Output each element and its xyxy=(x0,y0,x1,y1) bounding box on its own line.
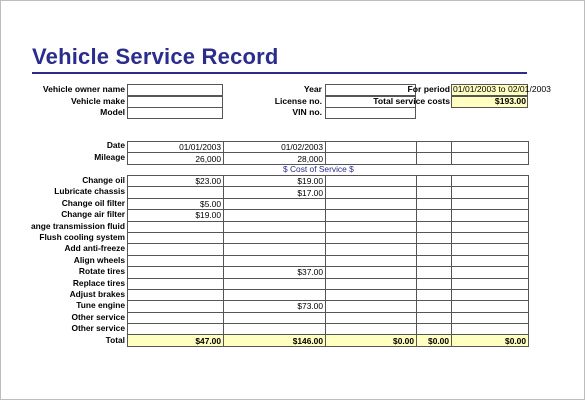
cost-cell[interactable] xyxy=(452,244,529,255)
cost-cell[interactable] xyxy=(128,278,224,289)
service-row xyxy=(128,278,529,289)
date-cell[interactable]: 01/01/2003 xyxy=(128,142,224,153)
license-label: License no. xyxy=(274,96,322,106)
service-row xyxy=(128,289,529,300)
mileage-label: Mileage xyxy=(94,152,125,162)
cost-cell[interactable]: $17.00 xyxy=(224,187,326,198)
cost-cell[interactable] xyxy=(452,198,529,209)
cost-cell[interactable] xyxy=(326,210,417,221)
cost-cell[interactable] xyxy=(452,278,529,289)
vin-field[interactable] xyxy=(325,107,416,119)
cost-cell[interactable] xyxy=(326,244,417,255)
cost-cell[interactable] xyxy=(224,232,326,243)
cost-cell[interactable] xyxy=(224,221,326,232)
cost-cell[interactable]: $19.00 xyxy=(224,176,326,187)
service-label: Align wheels xyxy=(73,254,125,265)
cost-cell[interactable] xyxy=(452,187,529,198)
cost-cell[interactable] xyxy=(128,255,224,266)
date-row xyxy=(128,142,529,153)
service-row xyxy=(128,210,529,221)
cost-cell[interactable] xyxy=(326,301,417,312)
cost-cell[interactable] xyxy=(417,198,452,209)
cost-cell[interactable] xyxy=(417,312,452,323)
service-row xyxy=(128,244,529,255)
cost-cell[interactable] xyxy=(417,301,452,312)
total-cost-label: Total service costs xyxy=(373,96,450,106)
service-row xyxy=(128,198,529,209)
cost-cell[interactable] xyxy=(417,232,452,243)
cost-cell[interactable] xyxy=(326,312,417,323)
cost-cell[interactable] xyxy=(452,267,529,278)
cost-cell[interactable] xyxy=(417,176,452,187)
owner-field[interactable] xyxy=(127,84,223,96)
cost-cell[interactable] xyxy=(452,210,529,221)
cost-cell[interactable] xyxy=(326,187,417,198)
service-label: Other service xyxy=(71,323,125,334)
mileage-row xyxy=(128,153,529,164)
cost-cell[interactable]: $19.00 xyxy=(128,210,224,221)
model-label: Model xyxy=(100,107,125,117)
cost-cell[interactable] xyxy=(417,267,452,278)
cost-cell[interactable] xyxy=(128,187,224,198)
cost-cell[interactable] xyxy=(452,176,529,187)
cost-cell[interactable] xyxy=(128,289,224,300)
total-cost-value: $193.00 xyxy=(494,96,526,106)
cost-cell[interactable] xyxy=(128,244,224,255)
cost-cell[interactable] xyxy=(417,324,452,335)
period-label: For period xyxy=(407,84,450,94)
date-cell[interactable] xyxy=(326,142,417,153)
date-label: Date xyxy=(106,140,125,150)
cost-cell[interactable] xyxy=(452,255,529,266)
cost-cell[interactable] xyxy=(128,312,224,323)
service-grid xyxy=(127,175,529,347)
cost-cell[interactable] xyxy=(326,176,417,187)
cost-cell[interactable] xyxy=(224,289,326,300)
cost-cell[interactable] xyxy=(128,267,224,278)
cost-cell[interactable] xyxy=(128,301,224,312)
cost-cell[interactable] xyxy=(128,324,224,335)
owner-label: Vehicle owner name xyxy=(42,84,125,94)
cost-cell[interactable] xyxy=(224,324,326,335)
cost-cell[interactable] xyxy=(224,198,326,209)
make-label: Vehicle make xyxy=(71,96,125,106)
service-row xyxy=(128,301,529,312)
mileage-cell[interactable] xyxy=(326,153,417,164)
cost-cell[interactable] xyxy=(224,210,326,221)
cost-cell[interactable]: $37.00 xyxy=(224,267,326,278)
cost-cell[interactable] xyxy=(417,255,452,266)
cost-cell[interactable] xyxy=(224,244,326,255)
total-cell: $0.00 xyxy=(452,335,529,346)
model-field[interactable] xyxy=(127,107,223,119)
mileage-cell[interactable] xyxy=(452,153,529,164)
mileage-cell[interactable]: 28,000 xyxy=(224,153,326,164)
cost-cell[interactable] xyxy=(452,289,529,300)
cost-cell[interactable] xyxy=(224,278,326,289)
service-label: Adjust brakes xyxy=(69,289,125,299)
cost-cell[interactable] xyxy=(224,312,326,323)
year-label: Year xyxy=(303,84,322,94)
cost-cell[interactable] xyxy=(326,324,417,335)
page-title: Vehicle Service Record xyxy=(32,44,279,69)
cost-cell[interactable] xyxy=(326,232,417,243)
cost-cell[interactable] xyxy=(326,255,417,266)
cost-cell[interactable] xyxy=(417,278,452,289)
cost-cell[interactable] xyxy=(417,244,452,255)
service-label: Replace tires xyxy=(72,277,125,288)
service-label: ange transmission fluid xyxy=(30,220,125,231)
date-cell[interactable]: 01/02/2003 xyxy=(224,142,326,153)
service-row xyxy=(128,232,529,243)
service-row xyxy=(128,176,529,187)
cost-cell[interactable] xyxy=(452,301,529,312)
service-label: Change air filter xyxy=(61,209,125,220)
cost-cell[interactable]: $5.00 xyxy=(128,198,224,209)
year-field[interactable] xyxy=(325,84,416,96)
service-row xyxy=(128,221,529,232)
cost-cell[interactable] xyxy=(417,289,452,300)
service-label: Flush cooling system xyxy=(39,232,125,242)
total-cell: $47.00 xyxy=(128,335,224,346)
service-row xyxy=(128,187,529,198)
service-label: Lubricate chassis xyxy=(54,186,125,197)
cost-cell[interactable] xyxy=(452,232,529,243)
service-row xyxy=(128,324,529,335)
cost-cell[interactable] xyxy=(326,221,417,232)
service-label: Rotate tires xyxy=(78,266,125,277)
total-cell: $146.00 xyxy=(224,335,326,346)
cost-cell[interactable]: $73.00 xyxy=(224,301,326,312)
date-cell[interactable] xyxy=(417,142,452,153)
cost-cell[interactable] xyxy=(452,324,529,335)
cost-cell[interactable] xyxy=(224,255,326,266)
cost-cell[interactable] xyxy=(417,187,452,198)
service-label: Change oil xyxy=(82,175,125,185)
total-row xyxy=(128,335,529,346)
cost-cell[interactable] xyxy=(326,198,417,209)
period-value: 01/01/2003 to 02/01/2003 xyxy=(453,84,551,94)
service-label: Tune engine xyxy=(76,300,125,311)
date-cell[interactable] xyxy=(452,142,529,153)
service-label: Other service xyxy=(71,311,125,322)
cost-cell[interactable]: $23.00 xyxy=(128,176,224,187)
cost-cell[interactable] xyxy=(326,289,417,300)
cost-cell[interactable] xyxy=(128,221,224,232)
cost-cell[interactable] xyxy=(452,221,529,232)
service-row xyxy=(128,312,529,323)
service-label: Change oil filter xyxy=(61,197,125,208)
title-underline xyxy=(32,72,527,74)
service-label: Add anti-freeze xyxy=(64,243,125,254)
service-row xyxy=(128,255,529,266)
service-row xyxy=(128,267,529,278)
total-cell: $0.00 xyxy=(326,335,417,346)
total-label: Total xyxy=(105,334,125,345)
cost-cell[interactable] xyxy=(326,278,417,289)
mileage-cell[interactable] xyxy=(417,153,452,164)
vin-label: VIN no. xyxy=(292,107,322,117)
visit-grid xyxy=(127,141,529,165)
cost-cell[interactable] xyxy=(417,221,452,232)
cost-cell[interactable] xyxy=(128,232,224,243)
cost-cell[interactable] xyxy=(417,210,452,221)
cost-cell[interactable] xyxy=(326,267,417,278)
mileage-cell[interactable]: 26,000 xyxy=(128,153,224,164)
cost-of-service-header: $ Cost of Service $ xyxy=(283,164,354,174)
total-cell: $0.00 xyxy=(417,335,452,346)
cost-cell[interactable] xyxy=(452,312,529,323)
